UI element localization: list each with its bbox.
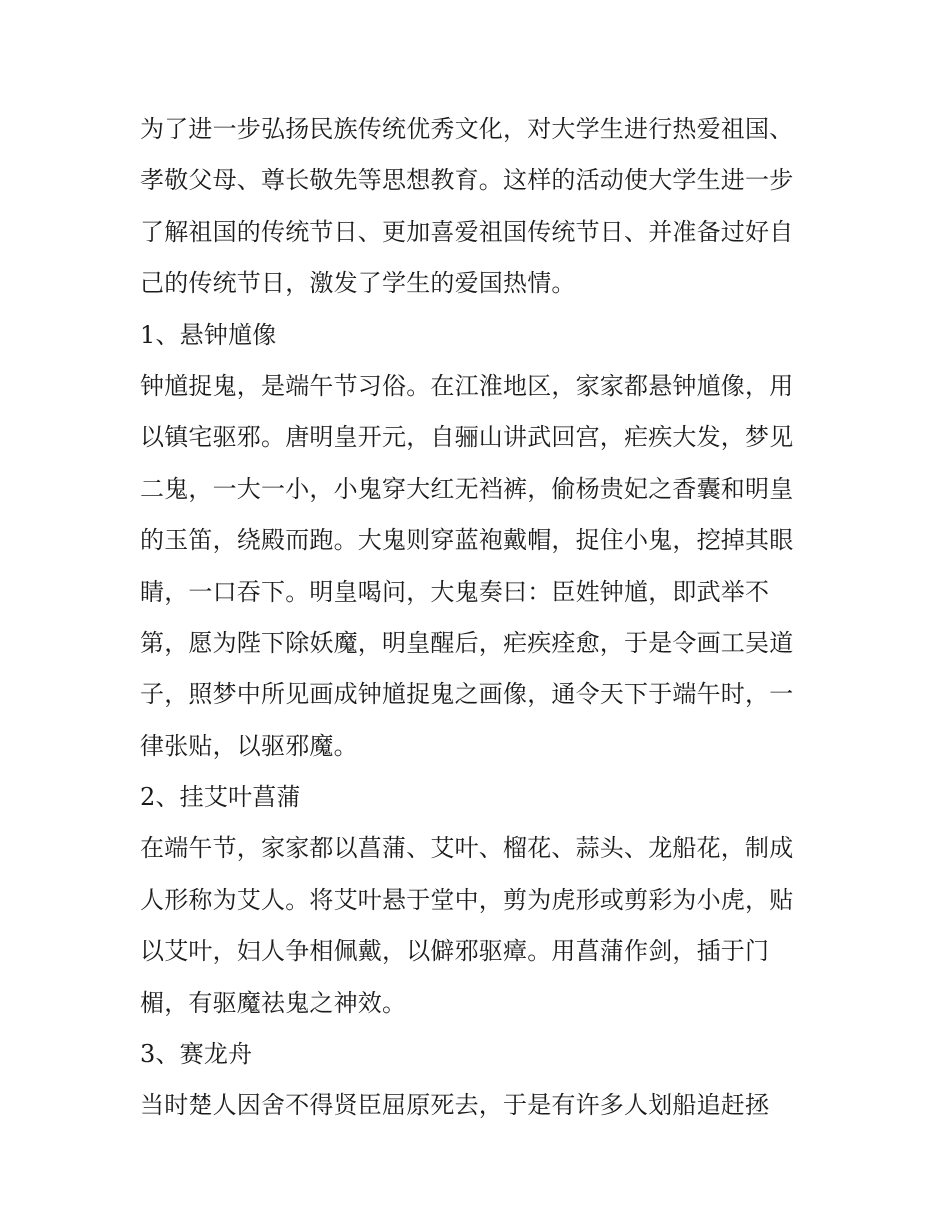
section-1-line-3: 二鬼，一大一小，小鬼穿大红无裆裤，偷杨贵妃之香囊和明皇 <box>140 474 794 503</box>
section-2-line-4: 楣，有驱魔祛鬼之神效。 <box>140 988 407 1017</box>
section-2-line-1: 在端午节，家家都以菖蒲、艾叶、榴花、蒜头、龙船花，制成 <box>140 834 794 863</box>
section-1-line-2: 以镇宅驱邪。唐明皇开元，自骊山讲武回宫，疟疾大发，梦见 <box>140 423 794 452</box>
section-heading-1: 1、悬钟馗像 <box>140 320 277 349</box>
section-3-line-1: 当时楚人因舍不得贤臣屈原死去，于是有许多人划船追赶拯 <box>140 1091 770 1120</box>
intro-line-2: 孝敬父母、尊长敬先等思想教育。这样的活动使大学生进一步 <box>140 166 794 195</box>
section-2-line-3: 以艾叶，妇人争相佩戴，以僻邪驱瘴。用菖蒲作剑，插于门 <box>140 937 770 966</box>
section-1-line-8: 律张贴，以驱邪魔。 <box>140 731 358 760</box>
section-1-line-4: 的玉笛，绕殿而跑。大鬼则穿蓝袍戴帽，捉住小鬼，挖掉其眼 <box>140 526 794 555</box>
intro-line-1: 为了进一步弘扬民族传统优秀文化，对大学生进行热爱祖国、 <box>140 115 794 143</box>
intro-line-4: 己的传统节日，激发了学生的爱国热情。 <box>140 269 576 298</box>
section-heading-3: 3、赛龙舟 <box>140 1040 253 1069</box>
document-body <box>140 104 812 1132</box>
section-1-line-1: 钟馗捉鬼，是端午节习俗。在江淮地区，家家都悬钟馗像，用 <box>140 371 794 400</box>
section-1-line-7: 子，照梦中所见画成钟馗捉鬼之画像，通令天下于端午时，一 <box>140 680 794 709</box>
section-1-line-5: 睛，一口吞下。明皇喝问，大鬼奏曰：臣姓钟馗，即武举不 <box>140 577 770 606</box>
intro-line-3: 了解祖国的传统节日、更加喜爱祖国传统节日、并准备过好自 <box>140 217 794 246</box>
section-2-line-2: 人形称为艾人。将艾叶悬于堂中，剪为虎形或剪彩为小虎，贴 <box>140 885 794 914</box>
section-heading-2: 2、挂艾叶菖蒲 <box>140 783 301 812</box>
section-1-line-6: 第，愿为陛下除妖魔，明皇醒后，疟疾痊愈，于是令画工吴道 <box>140 628 794 657</box>
